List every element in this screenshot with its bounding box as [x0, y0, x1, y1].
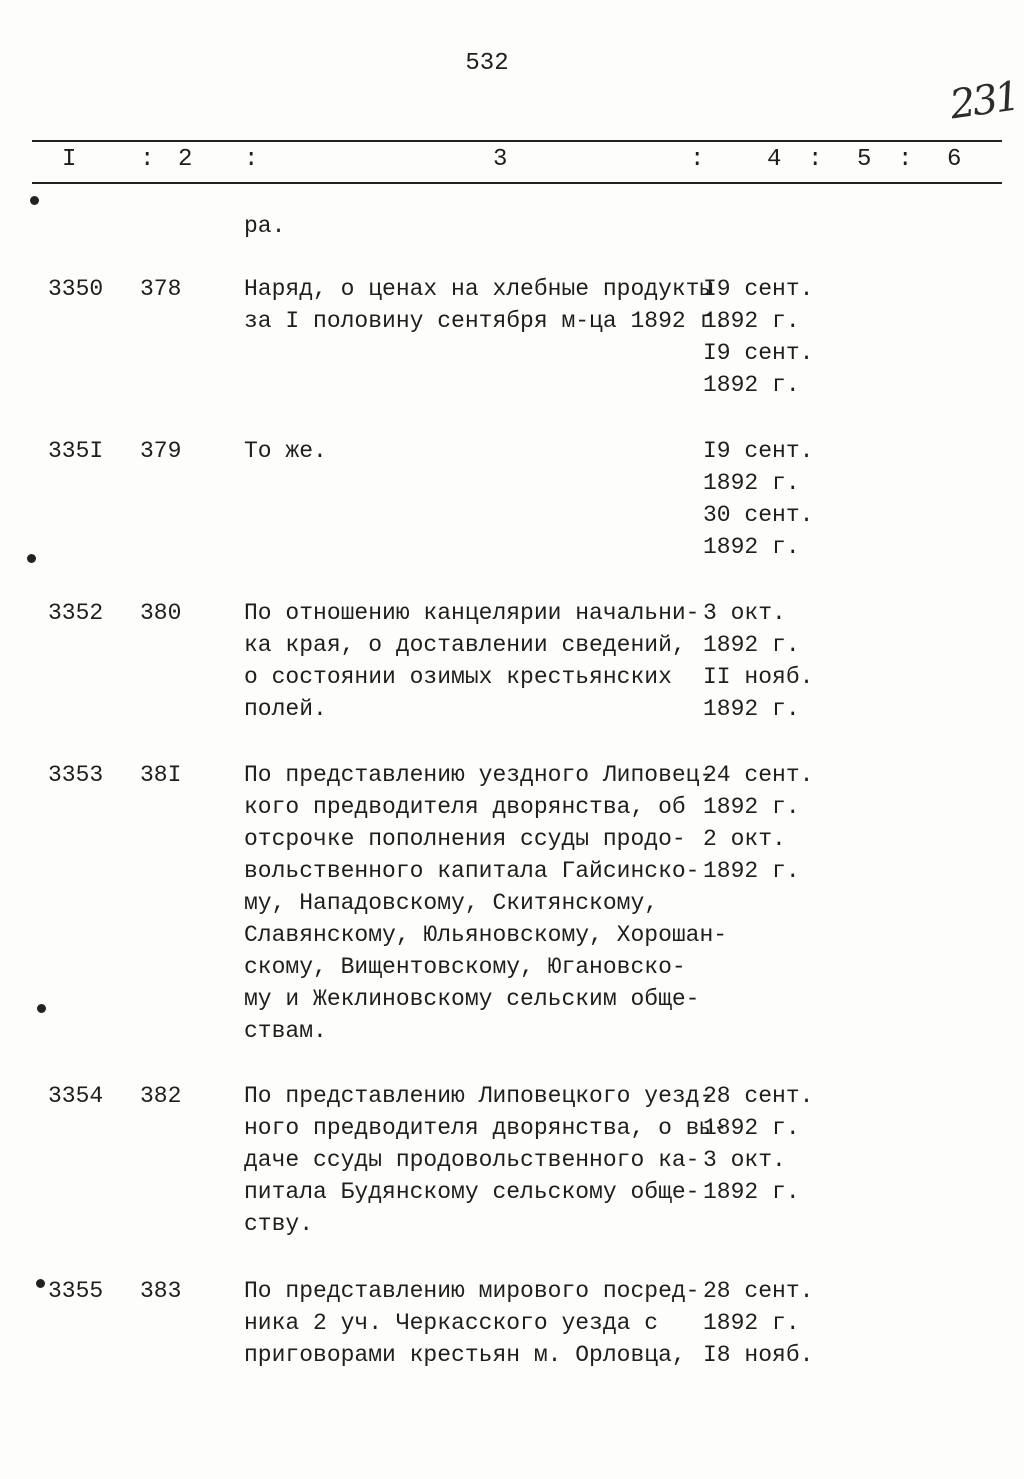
entry-description-line: По представлению Липовецкого уезд-: [244, 1083, 714, 1109]
entry-date-line: I9 сент.: [703, 340, 814, 366]
column-separator: :: [244, 146, 259, 173]
entry-number: 3355: [48, 1278, 104, 1304]
entry-description-line: ного предводителя дворянства, о вы-: [244, 1115, 728, 1141]
entry-number: 3354: [48, 1083, 104, 1109]
entry-description-line: По представлению мирового посред-: [244, 1278, 700, 1304]
entry-date-line: 1892 г.: [703, 372, 800, 398]
entry-description-line: То же.: [244, 438, 327, 464]
column-header-3: 3: [493, 146, 508, 173]
column-header-1: I: [62, 146, 77, 173]
column-header-2: 2: [178, 146, 193, 173]
entry-description-line: за I половину сентября м-ца 1892 г.: [244, 308, 728, 334]
binding-hole: [37, 1004, 46, 1013]
entry-description-line: питала Будянскому сельскому обще-: [244, 1179, 700, 1205]
column-separator: :: [690, 146, 705, 173]
entry-description-line: му, Нападовскому, Скитянскому,: [244, 890, 659, 916]
entry-description-line: ствам.: [244, 1018, 327, 1044]
entry-sheet: 383: [140, 1278, 182, 1304]
entry-description-line: приговорами крестьян м. Орловца,: [244, 1342, 686, 1368]
entry-number: 3350: [48, 276, 104, 302]
column-header-5: 5: [857, 146, 872, 173]
entry-date-line: 1892 г.: [703, 1179, 800, 1205]
column-separator: :: [808, 146, 823, 173]
column-header-row: [0, 146, 1024, 178]
entry-date-line: 1892 г.: [703, 1115, 800, 1141]
binding-hole: [27, 554, 36, 563]
entry-date-line: I9 сент.: [703, 438, 814, 464]
entry-date-line: 1892 г.: [703, 794, 800, 820]
binding-hole: [36, 1279, 45, 1288]
entry-date-line: I9 сент.: [703, 276, 814, 302]
entry-description-line: даче ссуды продовольственного ка-: [244, 1147, 700, 1173]
entry-date-line: 1892 г.: [703, 696, 800, 722]
entry-date-line: 24 сент.: [703, 762, 814, 788]
entry-date-line: 1892 г.: [703, 470, 800, 496]
entry-description-line: вольственного капитала Гайсинско-: [244, 858, 700, 884]
entry-date-line: II нояб.: [703, 664, 814, 690]
entry-description-line: му и Жеклиновскому сельским обще-: [244, 986, 700, 1012]
binding-hole: [30, 196, 39, 205]
column-header-4: 4: [767, 146, 782, 173]
entry-description-line: о состоянии озимых крестьянских: [244, 664, 672, 690]
column-header-6: 6: [947, 146, 962, 173]
entry-sheet: 38I: [140, 762, 182, 788]
column-separator: :: [140, 146, 155, 173]
entry-date-line: 1892 г.: [703, 858, 800, 884]
header-rule-bottom: [32, 182, 1002, 184]
entry-description-line: скому, Вищентовскому, Югановско-: [244, 954, 686, 980]
entry-description-line: По представлению уездного Липовец-: [244, 762, 714, 788]
entry-sheet: 380: [140, 600, 182, 626]
carryover-text: ра.: [244, 213, 286, 239]
entry-description-line: полей.: [244, 696, 327, 722]
column-separator: :: [898, 146, 913, 173]
entry-sheet: 378: [140, 276, 182, 302]
entry-date-line: 28 сент.: [703, 1083, 814, 1109]
entry-number: 3352: [48, 600, 104, 626]
entry-description-line: кого предводителя дворянства, об: [244, 794, 686, 820]
entry-description-line: По отношению канцелярии начальни-: [244, 600, 700, 626]
entry-date-line: 3 окт.: [703, 600, 786, 626]
entry-date-line: 1892 г.: [703, 632, 800, 658]
entry-description-line: отсрочке пополнения ссуды продо-: [244, 826, 686, 852]
entry-date-line: 2 окт.: [703, 826, 786, 852]
entry-number: 3353: [48, 762, 104, 788]
entry-description-line: ника 2 уч. Черкасского уезда с: [244, 1310, 659, 1336]
entry-date-line: 3 окт.: [703, 1147, 786, 1173]
entry-sheet: 382: [140, 1083, 182, 1109]
entry-date-line: 1892 г.: [703, 534, 800, 560]
entry-number: 335I: [48, 438, 104, 464]
page-number: 532: [465, 50, 509, 77]
entry-sheet: 379: [140, 438, 182, 464]
entry-date-line: 1892 г.: [703, 1310, 800, 1336]
entry-date-line: 30 сент.: [703, 502, 814, 528]
entry-date-line: 1892 г.: [703, 308, 800, 334]
entry-description-line: Наряд, о ценах на хлебные продукты: [244, 276, 714, 302]
archive-sheet-mark: 231: [947, 73, 1021, 129]
entry-description-line: ству.: [244, 1211, 314, 1237]
entry-date-line: I8 нояб.: [703, 1342, 814, 1368]
entry-date-line: 28 сент.: [703, 1278, 814, 1304]
entry-description-line: Славянскому, Юльяновскому, Хорошан-: [244, 922, 728, 948]
header-rule-top: [32, 140, 1002, 142]
entry-description-line: ка края, о доставлении сведений,: [244, 632, 686, 658]
